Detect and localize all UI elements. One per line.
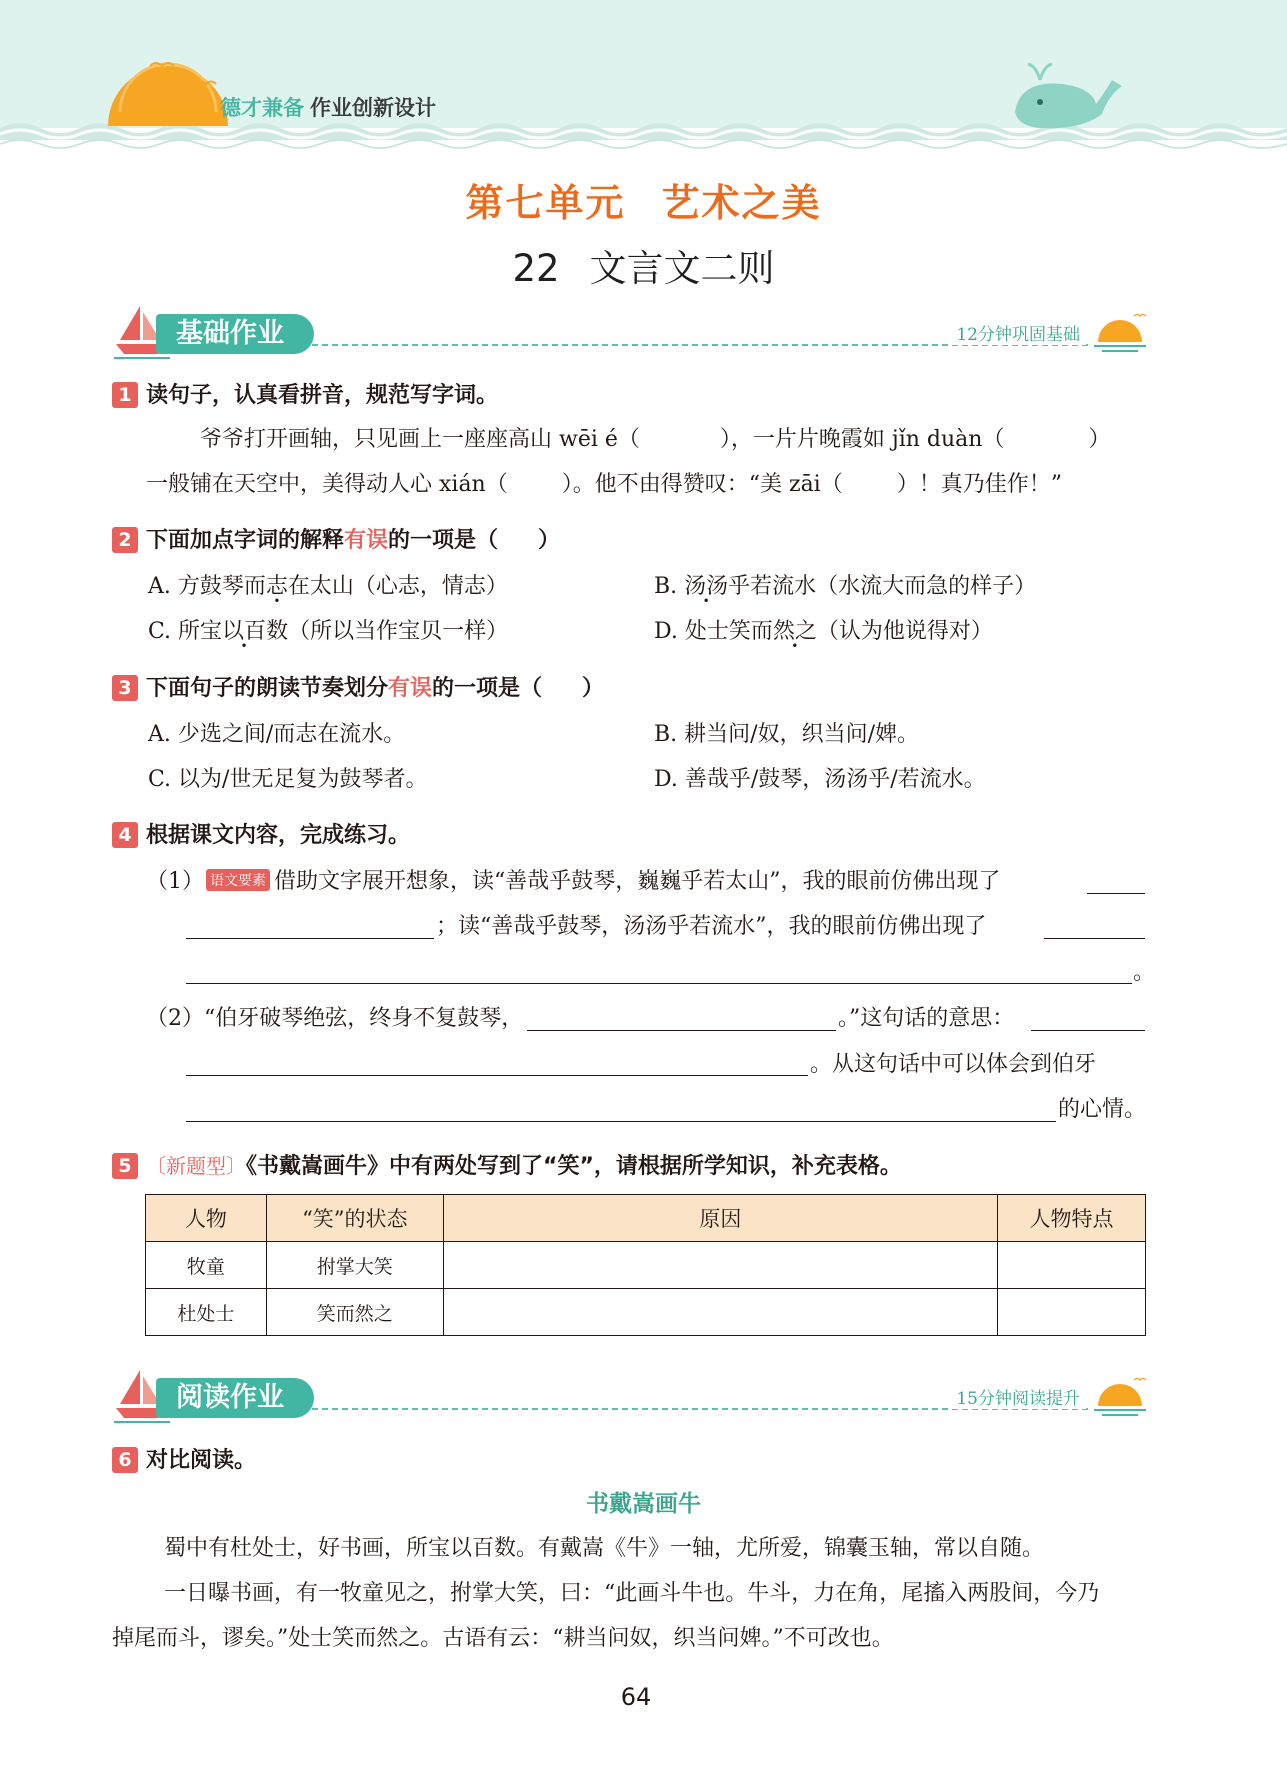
table-row	[146, 1242, 1146, 1289]
cell-reason-input[interactable]	[443, 1289, 997, 1336]
text: ），一片片晚霞如 jǐn duàn（	[719, 427, 1005, 452]
question-number: 6	[112, 1447, 138, 1473]
dotted-word: 志	[265, 574, 288, 599]
header-reason: 原因	[443, 1195, 997, 1242]
question-4-prompt	[112, 818, 410, 849]
answer-line[interactable]	[186, 1121, 1056, 1122]
section-basic-header	[112, 300, 1148, 360]
question-3-option-a[interactable]: A. 少选之间/而志在流水。	[148, 722, 406, 747]
question-4-part-2-end: 的心情。	[1058, 1097, 1147, 1122]
text: D. 处士笑而	[654, 619, 773, 644]
header-brand	[220, 92, 436, 122]
prompt-text: 下面加点字词的解释	[146, 528, 345, 553]
answer-line[interactable]	[1044, 938, 1145, 939]
dotted-word: 以百	[222, 619, 267, 644]
question-number: 3	[112, 675, 138, 701]
reading-paragraph-2-line-2: 掉尾而斗，谬矣。”处士笑而然之。古语有云：“耕当问奴，织当问婢。”不可改也。	[112, 1626, 894, 1651]
prompt-emphasis: 有误	[344, 528, 389, 553]
question-1-line-2	[146, 467, 1062, 498]
header-wave-background	[0, 0, 1287, 160]
laugh-analysis-table	[145, 1194, 1146, 1336]
dotted-word: 然之	[772, 619, 817, 644]
text: 乎若流水（水流大而急的样子）	[728, 574, 1037, 599]
question-number: 4	[112, 822, 138, 848]
text: 一般铺在天空中，美得动人心 xián（	[146, 472, 508, 497]
table-row	[146, 1289, 1146, 1336]
text: ）	[1088, 427, 1111, 452]
text: （认为他说得对）	[816, 619, 993, 644]
text: “伯牙破琴绝弦，终身不复鼓琴，	[204, 1006, 524, 1031]
section-reading-label: 阅读作业	[156, 1378, 314, 1418]
part-label: （2）	[146, 1006, 204, 1031]
reading-paragraph-1: 蜀中有杜处士，好书画，所宝以百数。有戴嵩《牛》一轴，尤所爱，锦囊玉轴，常以自随。	[164, 1536, 1045, 1561]
lesson-title	[0, 238, 1287, 292]
prompt-emphasis: 有误	[388, 676, 433, 701]
question-4-part-1-line-2: ；读“善哉乎鼓琴，汤汤乎若流水”，我的眼前仿佛出现了	[436, 914, 987, 939]
table-header-row	[146, 1195, 1146, 1242]
sun-icon	[1092, 1372, 1148, 1420]
prompt-text: 读句子，认真看拼音，规范写字词。	[146, 383, 499, 408]
text: 数（所以当作宝贝一样）	[266, 619, 509, 644]
answer-line[interactable]	[527, 1030, 836, 1031]
question-1-line-1	[200, 422, 1110, 453]
cell-laugh-state: 拊掌大笑	[266, 1242, 443, 1289]
prompt-text: 下面句子的朗读节奏划分	[146, 676, 389, 701]
text: 爷爷打开画轴，只见画上一座座高山 wēi é（	[200, 427, 640, 452]
question-2-option-b[interactable]	[654, 569, 1036, 600]
text: 借助文字展开想象，读“善哉乎鼓琴，巍巍乎若太山”，我的眼前仿佛出现了	[274, 869, 1001, 894]
part-label: （1）	[146, 869, 204, 894]
question-1-prompt	[112, 378, 498, 409]
lesson-number: 22	[512, 247, 560, 290]
lesson-name: 文言文二则	[589, 247, 775, 290]
sun-icon	[1092, 308, 1148, 356]
text: ）！真乃佳作！”	[896, 472, 1062, 497]
prompt-text: ）	[582, 676, 605, 701]
section-reading-timer: 15分钟阅读提升	[950, 1384, 1086, 1409]
prompt-text: 的一项是（	[432, 676, 543, 701]
text: B.	[654, 574, 685, 599]
unit-title	[0, 172, 1287, 227]
text: C. 所宝	[148, 619, 223, 644]
question-3-option-c[interactable]: C. 以为/世无足复为鼓琴者。	[148, 767, 428, 792]
answer-line[interactable]	[186, 1075, 808, 1076]
new-question-type-tag: 〔新题型〕	[146, 1154, 246, 1178]
question-4-part-2-feeling: 。从这句话中可以体会到伯牙	[810, 1052, 1097, 1077]
question-3-option-b[interactable]: B. 耕当问/奴，织当问/婢。	[654, 722, 919, 747]
prompt-text: ）	[538, 528, 561, 553]
unit-theme: 艺术之美	[661, 181, 822, 225]
unit-number: 第七单元	[465, 181, 626, 225]
header-band	[0, 0, 1287, 160]
cell-trait-input[interactable]	[998, 1289, 1146, 1336]
section-basic-timer: 12分钟巩固基础	[950, 320, 1086, 345]
dotted-word: 汤汤	[684, 574, 729, 599]
period: 。	[1133, 960, 1156, 985]
brand-name: 德才兼备	[220, 96, 304, 120]
question-5-prompt	[112, 1149, 902, 1180]
question-6-prompt	[112, 1443, 256, 1474]
yuwen-element-tag: 语文要素	[206, 869, 270, 891]
question-3-prompt	[112, 671, 604, 702]
cell-person: 杜处士	[146, 1289, 267, 1336]
prompt-text: 根据课文内容，完成练习。	[146, 823, 411, 848]
text: A. 方鼓琴而	[148, 574, 266, 599]
answer-line[interactable]	[186, 938, 434, 939]
page-number: 64	[620, 1683, 652, 1711]
question-2-prompt	[112, 523, 560, 554]
answer-line[interactable]	[1087, 893, 1145, 894]
question-number: 5	[112, 1153, 138, 1179]
prompt-text: 的一项是（	[388, 528, 499, 553]
section-reading-header	[112, 1364, 1148, 1424]
question-4-part-1-line-1	[146, 864, 1001, 895]
cell-trait-input[interactable]	[998, 1242, 1146, 1289]
cell-laugh-state: 笑而然之	[266, 1289, 443, 1336]
cell-person: 牧童	[146, 1242, 267, 1289]
prompt-text: 《书戴嵩画牛》中有两处写到了“笑”，请根据所学知识，补充表格。	[246, 1154, 902, 1179]
question-4-part-2-meaning: 。”这句话的意思：	[838, 1006, 1015, 1031]
reading-paragraph-2-line-1: 一日曝书画，有一牧童见之，拊掌大笑，曰：“此画斗牛也。牛斗，力在角，尾搐入两股间，今乃	[164, 1581, 1100, 1606]
header-person: 人物	[146, 1195, 267, 1242]
header-character-trait: 人物特点	[998, 1195, 1146, 1242]
question-number: 1	[112, 382, 138, 408]
header-laugh-state: “笑”的状态	[266, 1195, 443, 1242]
brand-series: 作业创新设计	[310, 96, 436, 120]
question-number: 2	[112, 527, 138, 553]
answer-line[interactable]	[1031, 1030, 1145, 1031]
answer-line[interactable]	[186, 983, 1132, 984]
question-4-part-2-line-1	[146, 1001, 523, 1032]
question-3-option-d[interactable]: D. 善哉乎/鼓琴，汤汤乎/若流水。	[654, 767, 986, 792]
prompt-text: 对比阅读。	[146, 1448, 257, 1473]
question-2-option-c[interactable]	[148, 614, 508, 645]
text: ）。他不由得赞叹：“美 zāi（	[561, 472, 843, 497]
question-2-option-d[interactable]	[654, 614, 993, 645]
section-basic-label: 基础作业	[156, 314, 314, 354]
cell-reason-input[interactable]	[443, 1242, 997, 1289]
text: 在太山（心志，情志）	[287, 574, 508, 599]
reading-passage-title: 书戴嵩画牛	[586, 1491, 701, 1517]
question-2-option-a[interactable]	[148, 569, 508, 600]
